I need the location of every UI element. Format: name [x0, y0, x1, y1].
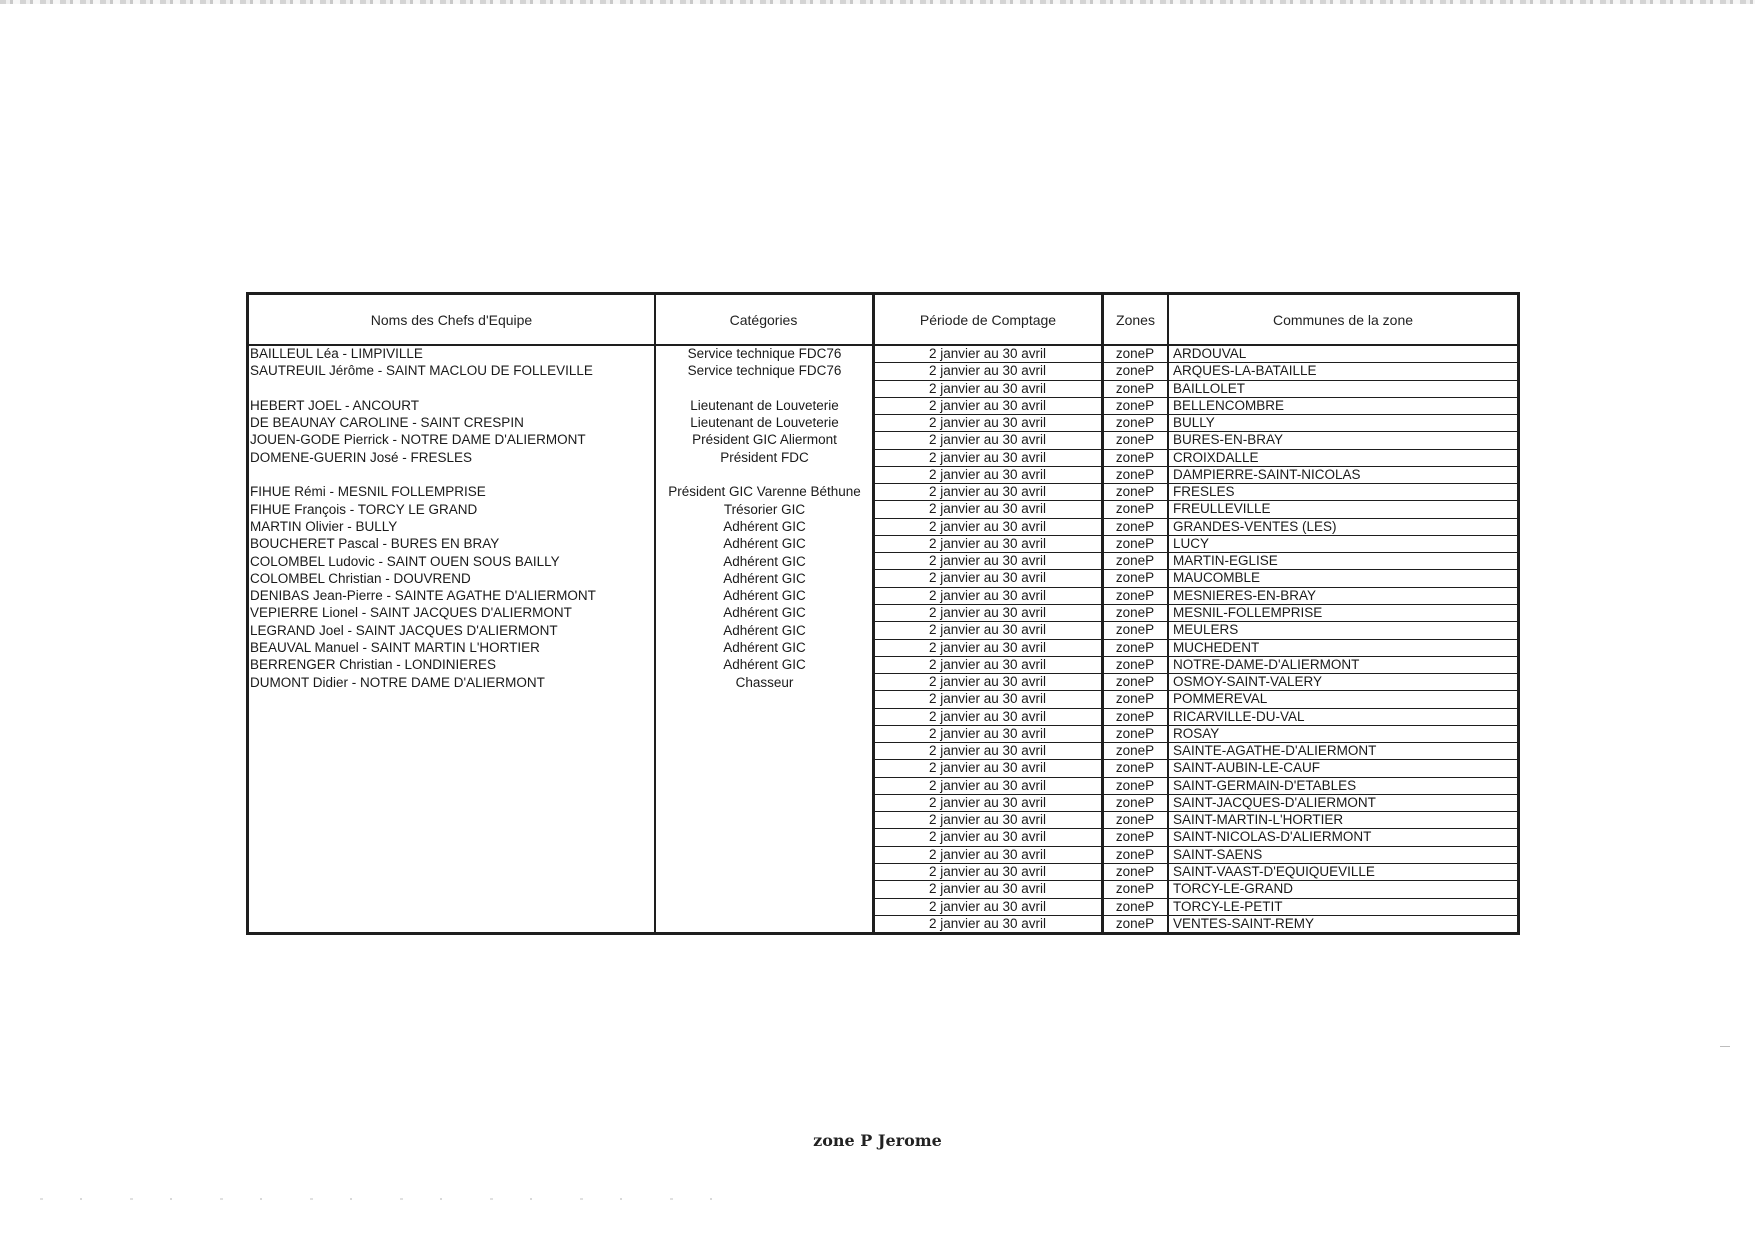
zone-cell: zoneP: [1115, 881, 1155, 897]
period-cell: 2 janvier au 30 avril: [928, 553, 1047, 569]
chef-entry: HEBERT JOEL - ANCOURT: [250, 397, 420, 413]
table-row: [873, 899, 1517, 916]
table-row: [873, 778, 1517, 795]
table-row: [873, 415, 1517, 432]
commune-cell: MESNIL-FOLLEMPRISE: [1173, 604, 1323, 620]
table-row: [873, 450, 1517, 467]
period-cell: 2 janvier au 30 avril: [928, 484, 1047, 500]
category-entry: Président GIC Aliermont: [692, 432, 837, 448]
commune-cell: ROSAY: [1173, 725, 1220, 741]
period-cell: 2 janvier au 30 avril: [928, 380, 1047, 396]
chef-entry: COLOMBEL Christian - DOUVREND: [250, 570, 471, 586]
period-cell: 2 janvier au 30 avril: [928, 812, 1047, 828]
commune-cell: SAINT-SAENS: [1173, 846, 1263, 862]
commune-cell: SAINT-NICOLAS-D'ALIERMONT: [1173, 829, 1372, 845]
period-cell: 2 janvier au 30 avril: [928, 604, 1047, 620]
zone-cell: zoneP: [1115, 397, 1155, 413]
table-row: [873, 640, 1517, 657]
period-cell: 2 janvier au 30 avril: [928, 674, 1047, 690]
chef-entry: SAUTREUIL Jérôme - SAINT MACLOU DE FOLLEVILLE: [250, 363, 593, 379]
table-row: [873, 605, 1517, 622]
category-entry: Adhérent GIC: [723, 570, 806, 586]
footer-title: zone P Jerome: [813, 1131, 942, 1150]
commune-cell: MUCHEDENT: [1173, 639, 1260, 655]
period-cell: 2 janvier au 30 avril: [928, 449, 1047, 465]
commune-cell: TORCY-LE-GRAND: [1173, 881, 1294, 897]
table-row: [873, 381, 1517, 398]
commune-cell: MEULERS: [1173, 622, 1239, 638]
zone-cell: zoneP: [1115, 553, 1155, 569]
period-cell: 2 janvier au 30 avril: [928, 570, 1047, 586]
period-cell: 2 janvier au 30 avril: [928, 415, 1047, 431]
zone-cell: zoneP: [1115, 863, 1155, 879]
chef-entry: VEPIERRE Lionel - SAINT JACQUES D'ALIERMONT: [250, 605, 572, 621]
commune-cell: SAINTE-AGATHE-D'ALIERMONT: [1173, 743, 1377, 759]
commune-cell: VENTES-SAINT-REMY: [1173, 915, 1315, 931]
zone-cell: zoneP: [1115, 570, 1155, 586]
commune-cell: SAINT-GERMAIN-D'ETABLES: [1173, 777, 1357, 793]
commune-rows: [873, 346, 1517, 933]
commune-cell: OSMOY-SAINT-VALERY: [1173, 674, 1323, 690]
period-cell: 2 janvier au 30 avril: [928, 518, 1047, 534]
category-entry: Adhérent GIC: [723, 657, 806, 673]
period-cell: 2 janvier au 30 avril: [928, 397, 1047, 413]
table-row: [873, 570, 1517, 587]
zone-cell: zoneP: [1115, 501, 1155, 517]
commune-cell: MAUCOMBLE: [1173, 570, 1261, 586]
period-cell: 2 janvier au 30 avril: [928, 691, 1047, 707]
chef-list: [250, 345, 650, 691]
zone-cell: zoneP: [1115, 760, 1155, 776]
table-row: [873, 709, 1517, 726]
zone-cell: zoneP: [1115, 812, 1155, 828]
zone-cell: zoneP: [1115, 466, 1155, 482]
zone-cell: zoneP: [1115, 432, 1155, 448]
commune-cell: ARDOUVAL: [1173, 346, 1247, 361]
period-cell: 2 janvier au 30 avril: [928, 863, 1047, 879]
period-cell: 2 janvier au 30 avril: [928, 346, 1047, 361]
commune-cell: LUCY: [1173, 535, 1210, 551]
chef-entry: BERRENGER Christian - LONDINIERES: [250, 657, 497, 673]
chef-entry: DE BEAUNAY CAROLINE - SAINT CRESPIN: [250, 415, 524, 431]
chef-entry: [250, 380, 650, 397]
commune-cell: ARQUES-LA-BATAILLE: [1173, 363, 1317, 379]
commune-cell: DAMPIERRE-SAINT-NICOLAS: [1173, 466, 1361, 482]
category-entry: Adhérent GIC: [723, 605, 806, 621]
chef-entry: [250, 466, 650, 483]
table-row: [873, 847, 1517, 864]
period-cell: 2 janvier au 30 avril: [928, 432, 1047, 448]
zone-cell: zoneP: [1115, 604, 1155, 620]
table-row: [873, 398, 1517, 415]
period-cell: 2 janvier au 30 avril: [928, 639, 1047, 655]
category-entry: Trésorier GIC: [723, 501, 806, 517]
period-cell: 2 janvier au 30 avril: [928, 794, 1047, 810]
zone-cell: zoneP: [1115, 691, 1155, 707]
zone-cell: zoneP: [1115, 846, 1155, 862]
zone-cell: zoneP: [1115, 794, 1155, 810]
zone-cell: zoneP: [1115, 708, 1155, 724]
commune-cell: FRESLES: [1173, 484, 1235, 500]
zone-cell: zoneP: [1115, 587, 1155, 603]
chef-entry: BEAUVAL Manuel - SAINT MARTIN L'HORTIER: [250, 640, 540, 656]
commune-cell: SAINT-AUBIN-LE-CAUF: [1173, 760, 1321, 776]
header-categories: Catégories: [729, 311, 798, 328]
zone-cell: zoneP: [1115, 622, 1155, 638]
period-cell: 2 janvier au 30 avril: [928, 829, 1047, 845]
table-row: [873, 363, 1517, 380]
table-row: [873, 519, 1517, 536]
commune-cell: GRANDES-VENTES (LES): [1173, 518, 1337, 534]
period-cell: 2 janvier au 30 avril: [928, 501, 1047, 517]
period-cell: 2 janvier au 30 avril: [928, 535, 1047, 551]
table-row: [873, 467, 1517, 484]
commune-cell: NOTRE-DAME-D'ALIERMONT: [1173, 656, 1360, 672]
period-cell: 2 janvier au 30 avril: [928, 725, 1047, 741]
chef-entry: LEGRAND Joel - SAINT JACQUES D'ALIERMONT: [250, 622, 558, 638]
category-entry: Adhérent GIC: [723, 588, 806, 604]
scan-mark: [1720, 1046, 1730, 1047]
table-row: [873, 501, 1517, 518]
category-entry: Chasseur: [735, 674, 794, 690]
category-entry: Adhérent GIC: [723, 536, 806, 552]
period-cell: 2 janvier au 30 avril: [928, 743, 1047, 759]
commune-cell: TORCY-LE-PETIT: [1173, 898, 1283, 914]
category-entry: Président GIC Varenne Béthune: [668, 484, 861, 500]
header-period: Période de Comptage: [919, 311, 1057, 328]
table-row: [873, 484, 1517, 501]
zone-cell: zoneP: [1115, 915, 1155, 931]
zone-cell: zoneP: [1115, 449, 1155, 465]
category-entry: Service technique FDC76: [687, 346, 842, 361]
table-row: [873, 674, 1517, 691]
period-cell: 2 janvier au 30 avril: [928, 656, 1047, 672]
commune-cell: POMMEREVAL: [1173, 691, 1268, 707]
chef-entry: DOMENE-GUERIN José - FRESLES: [250, 449, 473, 465]
chef-entry: FIHUE Rémi - MESNIL FOLLEMPRISE: [250, 484, 486, 500]
period-cell: 2 janvier au 30 avril: [928, 760, 1047, 776]
chef-entry: COLOMBEL Ludovic - SAINT OUEN SOUS BAILLY: [250, 553, 560, 569]
zone-cell: zoneP: [1115, 484, 1155, 500]
zone-cell: zoneP: [1115, 363, 1155, 379]
table-row: [873, 760, 1517, 777]
commune-cell: BELLENCOMBRE: [1173, 397, 1285, 413]
table-row: [873, 536, 1517, 553]
category-entry: Adhérent GIC: [723, 640, 806, 656]
table-row: [873, 432, 1517, 449]
category-entry: Service technique FDC76: [687, 363, 842, 379]
zone-cell: zoneP: [1115, 743, 1155, 759]
zone-cell: zoneP: [1115, 725, 1155, 741]
period-cell: 2 janvier au 30 avril: [928, 777, 1047, 793]
commune-cell: SAINT-MARTIN-L'HORTIER: [1173, 812, 1344, 828]
chef-entry: MARTIN Olivier - BULLY: [250, 518, 398, 534]
commune-cell: FREULLEVILLE: [1173, 501, 1271, 517]
chef-entry: JOUEN-GODE Pierrick - NOTRE DAME D'ALIERMONT: [250, 432, 586, 448]
table-row: [873, 916, 1517, 933]
period-cell: 2 janvier au 30 avril: [928, 915, 1047, 931]
zone-cell: zoneP: [1115, 656, 1155, 672]
chef-entry: BAILLEUL Léa - LIMPIVILLE: [250, 346, 423, 361]
zone-cell: zoneP: [1115, 639, 1155, 655]
zone-cell: zoneP: [1115, 898, 1155, 914]
table-row: [873, 691, 1517, 708]
commune-cell: BAILLOLET: [1173, 380, 1246, 396]
table-row: [873, 829, 1517, 846]
chef-entry: DENIBAS Jean-Pierre - SAINTE AGATHE D'ALIERMONT: [250, 588, 596, 604]
period-cell: 2 janvier au 30 avril: [928, 898, 1047, 914]
table-row: [873, 726, 1517, 743]
period-cell: 2 janvier au 30 avril: [928, 466, 1047, 482]
zone-cell: zoneP: [1115, 777, 1155, 793]
zone-cell: zoneP: [1115, 346, 1155, 361]
table-row: [873, 553, 1517, 570]
commune-cell: CROIXDALLE: [1173, 449, 1259, 465]
chef-entry: FIHUE François - TORCY LE GRAND: [250, 501, 478, 517]
zone-cell: zoneP: [1115, 380, 1155, 396]
category-list: [656, 345, 873, 691]
commune-cell: BURES-EN-BRAY: [1173, 432, 1284, 448]
zone-cell: zoneP: [1115, 829, 1155, 845]
table-row: [873, 795, 1517, 812]
commune-cell: MESNIERES-EN-BRAY: [1173, 587, 1317, 603]
zone-cell: zoneP: [1115, 535, 1155, 551]
table-row: [873, 743, 1517, 760]
period-cell: 2 janvier au 30 avril: [928, 708, 1047, 724]
period-cell: 2 janvier au 30 avril: [928, 587, 1047, 603]
table-row: [873, 881, 1517, 898]
table-row: [873, 864, 1517, 881]
scan-edge-top: [0, 0, 1755, 4]
table-row: [873, 622, 1517, 639]
table-row: [873, 346, 1517, 363]
chef-entry: DUMONT Didier - NOTRE DAME D'ALIERMONT: [250, 674, 545, 690]
table-row: [873, 588, 1517, 605]
category-entry: Adhérent GIC: [723, 518, 806, 534]
category-entry: Président FDC: [720, 449, 809, 465]
zone-cell: zoneP: [1115, 415, 1155, 431]
commune-cell: MARTIN-EGLISE: [1173, 553, 1278, 569]
category-entry: Adhérent GIC: [723, 622, 806, 638]
commune-cell: SAINT-VAAST-D'EQUIQUEVILLE: [1173, 863, 1375, 879]
commune-cell: RICARVILLE-DU-VAL: [1173, 708, 1305, 724]
header-communes: Communes de la zone: [1272, 311, 1414, 328]
commune-cell: BULLY: [1173, 415, 1215, 431]
table-row: [873, 812, 1517, 829]
table-row: [873, 657, 1517, 674]
category-entry: Lieutenant de Louveterie: [690, 415, 839, 431]
period-cell: 2 janvier au 30 avril: [928, 363, 1047, 379]
commune-cell: SAINT-JACQUES-D'ALIERMONT: [1173, 794, 1376, 810]
period-cell: 2 janvier au 30 avril: [928, 881, 1047, 897]
category-entry: [656, 380, 873, 397]
category-entry: Lieutenant de Louveterie: [690, 397, 839, 413]
category-entry: [656, 466, 873, 483]
header-zones: Zones: [1116, 311, 1155, 328]
category-entry: Adhérent GIC: [723, 553, 806, 569]
scan-edge-bottom: [40, 1198, 760, 1200]
zone-cell: zoneP: [1115, 674, 1155, 690]
header-names: Noms des Chefs d'Equipe: [370, 311, 533, 328]
period-cell: 2 janvier au 30 avril: [928, 846, 1047, 862]
chef-entry: BOUCHERET Pascal - BURES EN BRAY: [250, 536, 500, 552]
period-cell: 2 janvier au 30 avril: [928, 622, 1047, 638]
zone-cell: zoneP: [1115, 518, 1155, 534]
